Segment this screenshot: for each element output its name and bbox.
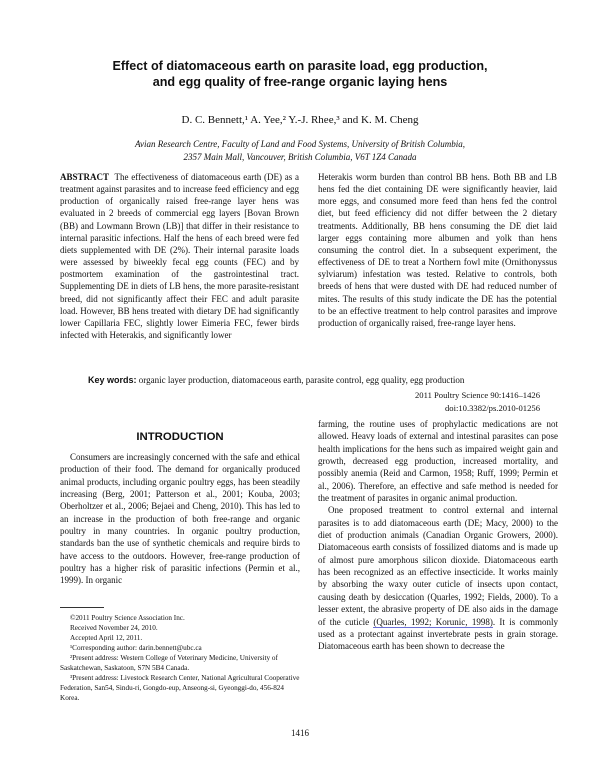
footnote-received: Received November 24, 2010. [70, 624, 158, 632]
footnote-corresponding-author: ¹Corresponding author: darin.bennett@ubc.ca [70, 644, 202, 652]
citation-link-quarles-korunic[interactable]: (Quarles, 1992; Korunic, 1998) [373, 616, 493, 627]
author-list: D. C. Bennett,¹ A. Yee,² Y.-J. Rhee,³ and K. M. Cheng [181, 114, 419, 126]
intro-paragraph-2: farming, the routine uses of prophylactic medications are not allowed. Heavy loads of external and intestinal parasites can pose health implications for the hens such as impaired weight gain and growth, decreased egg production, increased mortality, and possibly anemia (Reid and Carmon, 1958; Ruff, 1999; Permin et al., 2006). Therefore, an effective and safe method is needed for the treatment of parasites in organic animal production. [318, 419, 558, 504]
abstract-left-column [60, 171, 299, 341]
abstract-right-column [318, 171, 557, 329]
page-number: 1416 [291, 728, 309, 738]
paper-title [60, 58, 540, 90]
title-line-1: Effect of diatomaceous earth on parasite load, egg production, [112, 59, 488, 73]
intro-right-column [318, 418, 558, 653]
citation-doi: doi:10.3382/ps.2010-01256 [444, 402, 540, 413]
abstract-text-left: The effectiveness of diatomaceous earth (DE) as a treatment against parasites and to increase feed efficiency and egg production of organically raised free-range layer hens was evaluated in 2 breeds of commercial egg layers [Bovan Brown (BB) and Lowmann Brown (LB)] that differ in their resistance to internal parasitic infections. Half the hens of each breed were fed diets supplemented with DE (2%). Their internal parasite loads were assessed by biweekly fecal egg counts (FEC) and by postmortem examination of the gastrointestinal tract. Supplementing DE in diets of LB hens, the more parasite-resistant breed, did not significantly affect their FEC and adult parasite load. However, BB hens treated with dietary DE had significantly lower Capillaria FEC, slightly lower Eimeria FEC, fewer birds infected with Heterakis, and significantly lower [60, 172, 299, 341]
keywords [88, 375, 558, 385]
intro-paragraph-3-text-b: . It is commonly used as a protectant against invertebrate pests in grain storage. Diatomaceous earth has been shown to decrease the [318, 616, 559, 652]
footnote-copyright: ©2011 Poultry Science Association Inc. [70, 614, 185, 622]
footnote-address-3: ³Present address: Livestock Research Center, National Agricultural Cooperative Federation, San54, Sindu-ri, Gongdo-eup, Anseong-si, Gyeonggi-do, 456-824 Korea. [60, 674, 300, 702]
footnotes [60, 613, 300, 703]
intro-paragraph-3-text-a: One proposed treatment to control external and internal parasites is to add diatomaceous earth (DE; Macy, 2000) to the diet of production animals (Canadian Organic Growers, 2000). Diatomaceous earth consists of fossilized diatoms and is made up of almost pure amorphous silicon dioxide. Diatomaceous earth has been recognized as an effective insecticide. It works mainly by absorbing the waxy outer cuticle of insects upon contact, causing death by desiccation (Quarles, 1992; Fields, 2000). To a lesser extent, the abrasive property of DE also aids in the damage of the cuticle [318, 505, 558, 627]
abstract-label: ABSTRACT [60, 172, 110, 182]
section-heading-introduction: INTRODUCTION [136, 431, 224, 443]
keywords-text: organic layer production, diatomaceous earth, parasite control, egg quality, egg production [138, 375, 465, 385]
footnote-accepted: Accepted April 12, 2011. [70, 634, 143, 642]
keywords-label: Key words: [88, 375, 137, 385]
citation-volume: 2011 Poultry Science 90:1416–1426 [415, 390, 540, 400]
abstract-text-right: Heterakis worm burden than control BB hens. Both BB and LB hens fed the diet containing DE were significantly heavier, laid more eggs, and consumed more feed than hens fed the control diet, but feed efficiency did not differ between the 2 dietary treatments. Additionally, BB hens consuming the DE diet laid larger eggs containing more albumen and yolk than hens consuming the control diet. In a subsequent experiment, the effectiveness of DE to treat a Northern fowl mite (Ornithonyssus sylviarum) infestation was tested. Relative to controls, both breeds of hens that were dusted with DE had reduced number of mites. The results of this study indicate the DE has the potential to be an effective treatment to help control parasites and improve production of organically raised, free-range layer hens. [318, 172, 557, 328]
title-line-2: and egg quality of free-range organic laying hens [152, 75, 448, 89]
affiliation-line-1: Avian Research Centre, Faculty of Land and Food Systems, University of British Columbia, [134, 139, 466, 149]
footnote-address-2: ²Present address: Western College of Veterinary Medicine, University of Saskatchewan, Saskatoon, S7N 5B4 Canada. [60, 654, 278, 672]
affiliation [60, 138, 540, 163]
footnote-rule [60, 607, 104, 608]
intro-paragraph-1: Consumers are increasingly concerned with the safe and ethical production of their food. The demand for organically produced animal products, including organic poultry eggs, has been steadily increasing (Berg, 2001; Patterson et al., 2001; Kouba, 2003; Oberholtzer et al., 2006; Bejaei and Cheng, 2010). This has led to an increase in the production of both free-range and organic poultry in many countries. In organic poultry production, standards ban the use of synthetic chemicals and require birds to have access to the outdoors. However, free-range production of poultry has a higher risk of parasitic infections (Permin et al., 1999). In organic [60, 452, 300, 586]
journal-citation [415, 389, 540, 414]
affiliation-line-2: 2357 Main Mall, Vancouver, British Columbia, V6T 1Z4 Canada [183, 151, 417, 162]
intro-paragraph-3 [318, 504, 558, 652]
intro-left-column [60, 451, 300, 587]
